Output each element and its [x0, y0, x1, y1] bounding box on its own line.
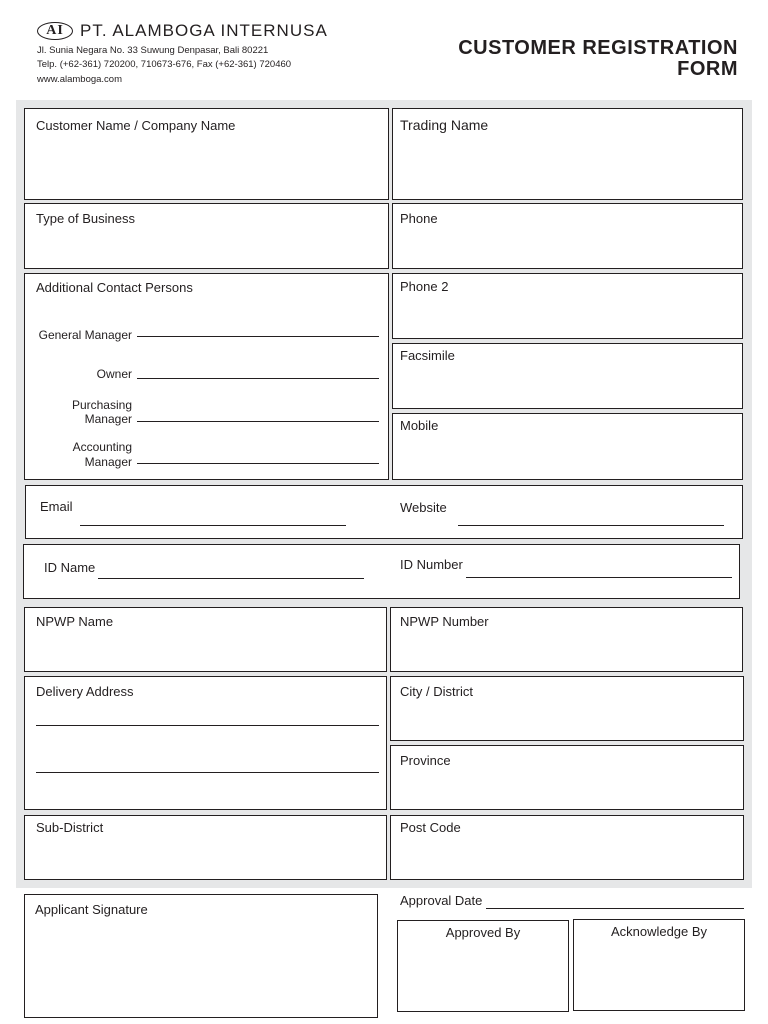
- id-number-input[interactable]: [466, 577, 732, 578]
- acknowledge-by-field[interactable]: [573, 919, 745, 1011]
- accounting-label-line1: Accounting: [72, 440, 132, 454]
- id-number-label: ID Number: [400, 557, 463, 572]
- province-field[interactable]: [390, 745, 744, 810]
- purchasing-manager-input[interactable]: [137, 421, 379, 422]
- type-of-business-field[interactable]: [24, 203, 389, 269]
- mobile-label: Mobile: [400, 418, 439, 433]
- accounting-manager-input[interactable]: [137, 463, 379, 464]
- npwp-name-field[interactable]: [24, 607, 387, 672]
- delivery-address-label: Delivery Address: [36, 684, 134, 699]
- mobile-field[interactable]: [392, 413, 743, 480]
- purchasing-label-line1: Purchasing: [71, 398, 132, 412]
- approved-by-field[interactable]: [397, 920, 569, 1012]
- general-manager-label: General Manager: [38, 328, 132, 342]
- company-name: PT. ALAMBOGA INTERNUSA: [80, 21, 328, 40]
- additional-contacts-label: Additional Contact Persons: [36, 280, 193, 295]
- type-of-business-label: Type of Business: [36, 211, 135, 226]
- customer-name-field[interactable]: [24, 108, 389, 200]
- company-website: www.alamboga.com: [37, 74, 123, 85]
- phone-label: Phone: [400, 211, 438, 226]
- sub-district-field[interactable]: [24, 815, 387, 880]
- purchasing-label-line2: Manager: [84, 412, 132, 426]
- owner-label: Owner: [96, 367, 132, 381]
- facsimile-field[interactable]: [392, 343, 743, 409]
- sub-district-label: Sub-District: [36, 820, 104, 835]
- id-name-label: ID Name: [44, 560, 96, 575]
- post-code-field[interactable]: [390, 815, 744, 880]
- additional-contacts-section: [24, 273, 389, 480]
- accounting-label-line2: Manager: [84, 455, 132, 469]
- delivery-address-line2[interactable]: [36, 772, 379, 773]
- owner-input[interactable]: [137, 378, 379, 379]
- id-name-input[interactable]: [98, 578, 364, 579]
- post-code-label: Post Code: [400, 820, 461, 835]
- phone-field[interactable]: [392, 203, 743, 269]
- province-label: Province: [400, 753, 451, 768]
- general-manager-input[interactable]: [137, 336, 379, 337]
- company-phone: Telp. (+62-361) 720200, 710673-676, Fax (+62-361) 720460: [37, 59, 292, 70]
- id-section: [23, 544, 740, 599]
- approved-by-label: Approved By: [445, 925, 521, 940]
- applicant-signature-label: Applicant Signature: [35, 902, 148, 917]
- delivery-address-line1[interactable]: [36, 725, 379, 726]
- city-district-field[interactable]: [390, 676, 744, 741]
- trading-name-label: Trading Name: [400, 117, 489, 133]
- applicant-signature-field[interactable]: [24, 894, 378, 1018]
- company-address: Jl. Sunia Negara No. 33 Suwung Denpasar, Bali 80221: [37, 45, 269, 56]
- form-title-line2: FORM: [677, 58, 738, 80]
- email-website-section: [25, 485, 743, 539]
- customer-name-label: Customer Name / Company Name: [36, 118, 236, 133]
- npwp-name-label: NPWP Name: [36, 614, 114, 629]
- npwp-number-label: NPWP Number: [400, 614, 489, 629]
- facsimile-label: Facsimile: [400, 348, 455, 363]
- email-input[interactable]: [80, 525, 346, 526]
- approval-date-input[interactable]: [486, 908, 744, 909]
- phone2-label: Phone 2: [400, 279, 449, 294]
- company-logo: AI: [37, 22, 73, 40]
- phone2-field[interactable]: [392, 273, 743, 339]
- website-input[interactable]: [458, 525, 724, 526]
- npwp-number-field[interactable]: [390, 607, 743, 672]
- trading-name-field[interactable]: [392, 108, 743, 200]
- approval-date-label: Approval Date: [400, 893, 483, 908]
- acknowledge-by-label: Acknowledge By: [610, 924, 708, 939]
- website-label: Website: [400, 500, 447, 515]
- email-label: Email: [40, 499, 73, 514]
- form-title-line1: CUSTOMER REGISTRATION: [458, 37, 738, 59]
- city-district-label: City / District: [400, 684, 473, 699]
- delivery-address-section: [24, 676, 387, 810]
